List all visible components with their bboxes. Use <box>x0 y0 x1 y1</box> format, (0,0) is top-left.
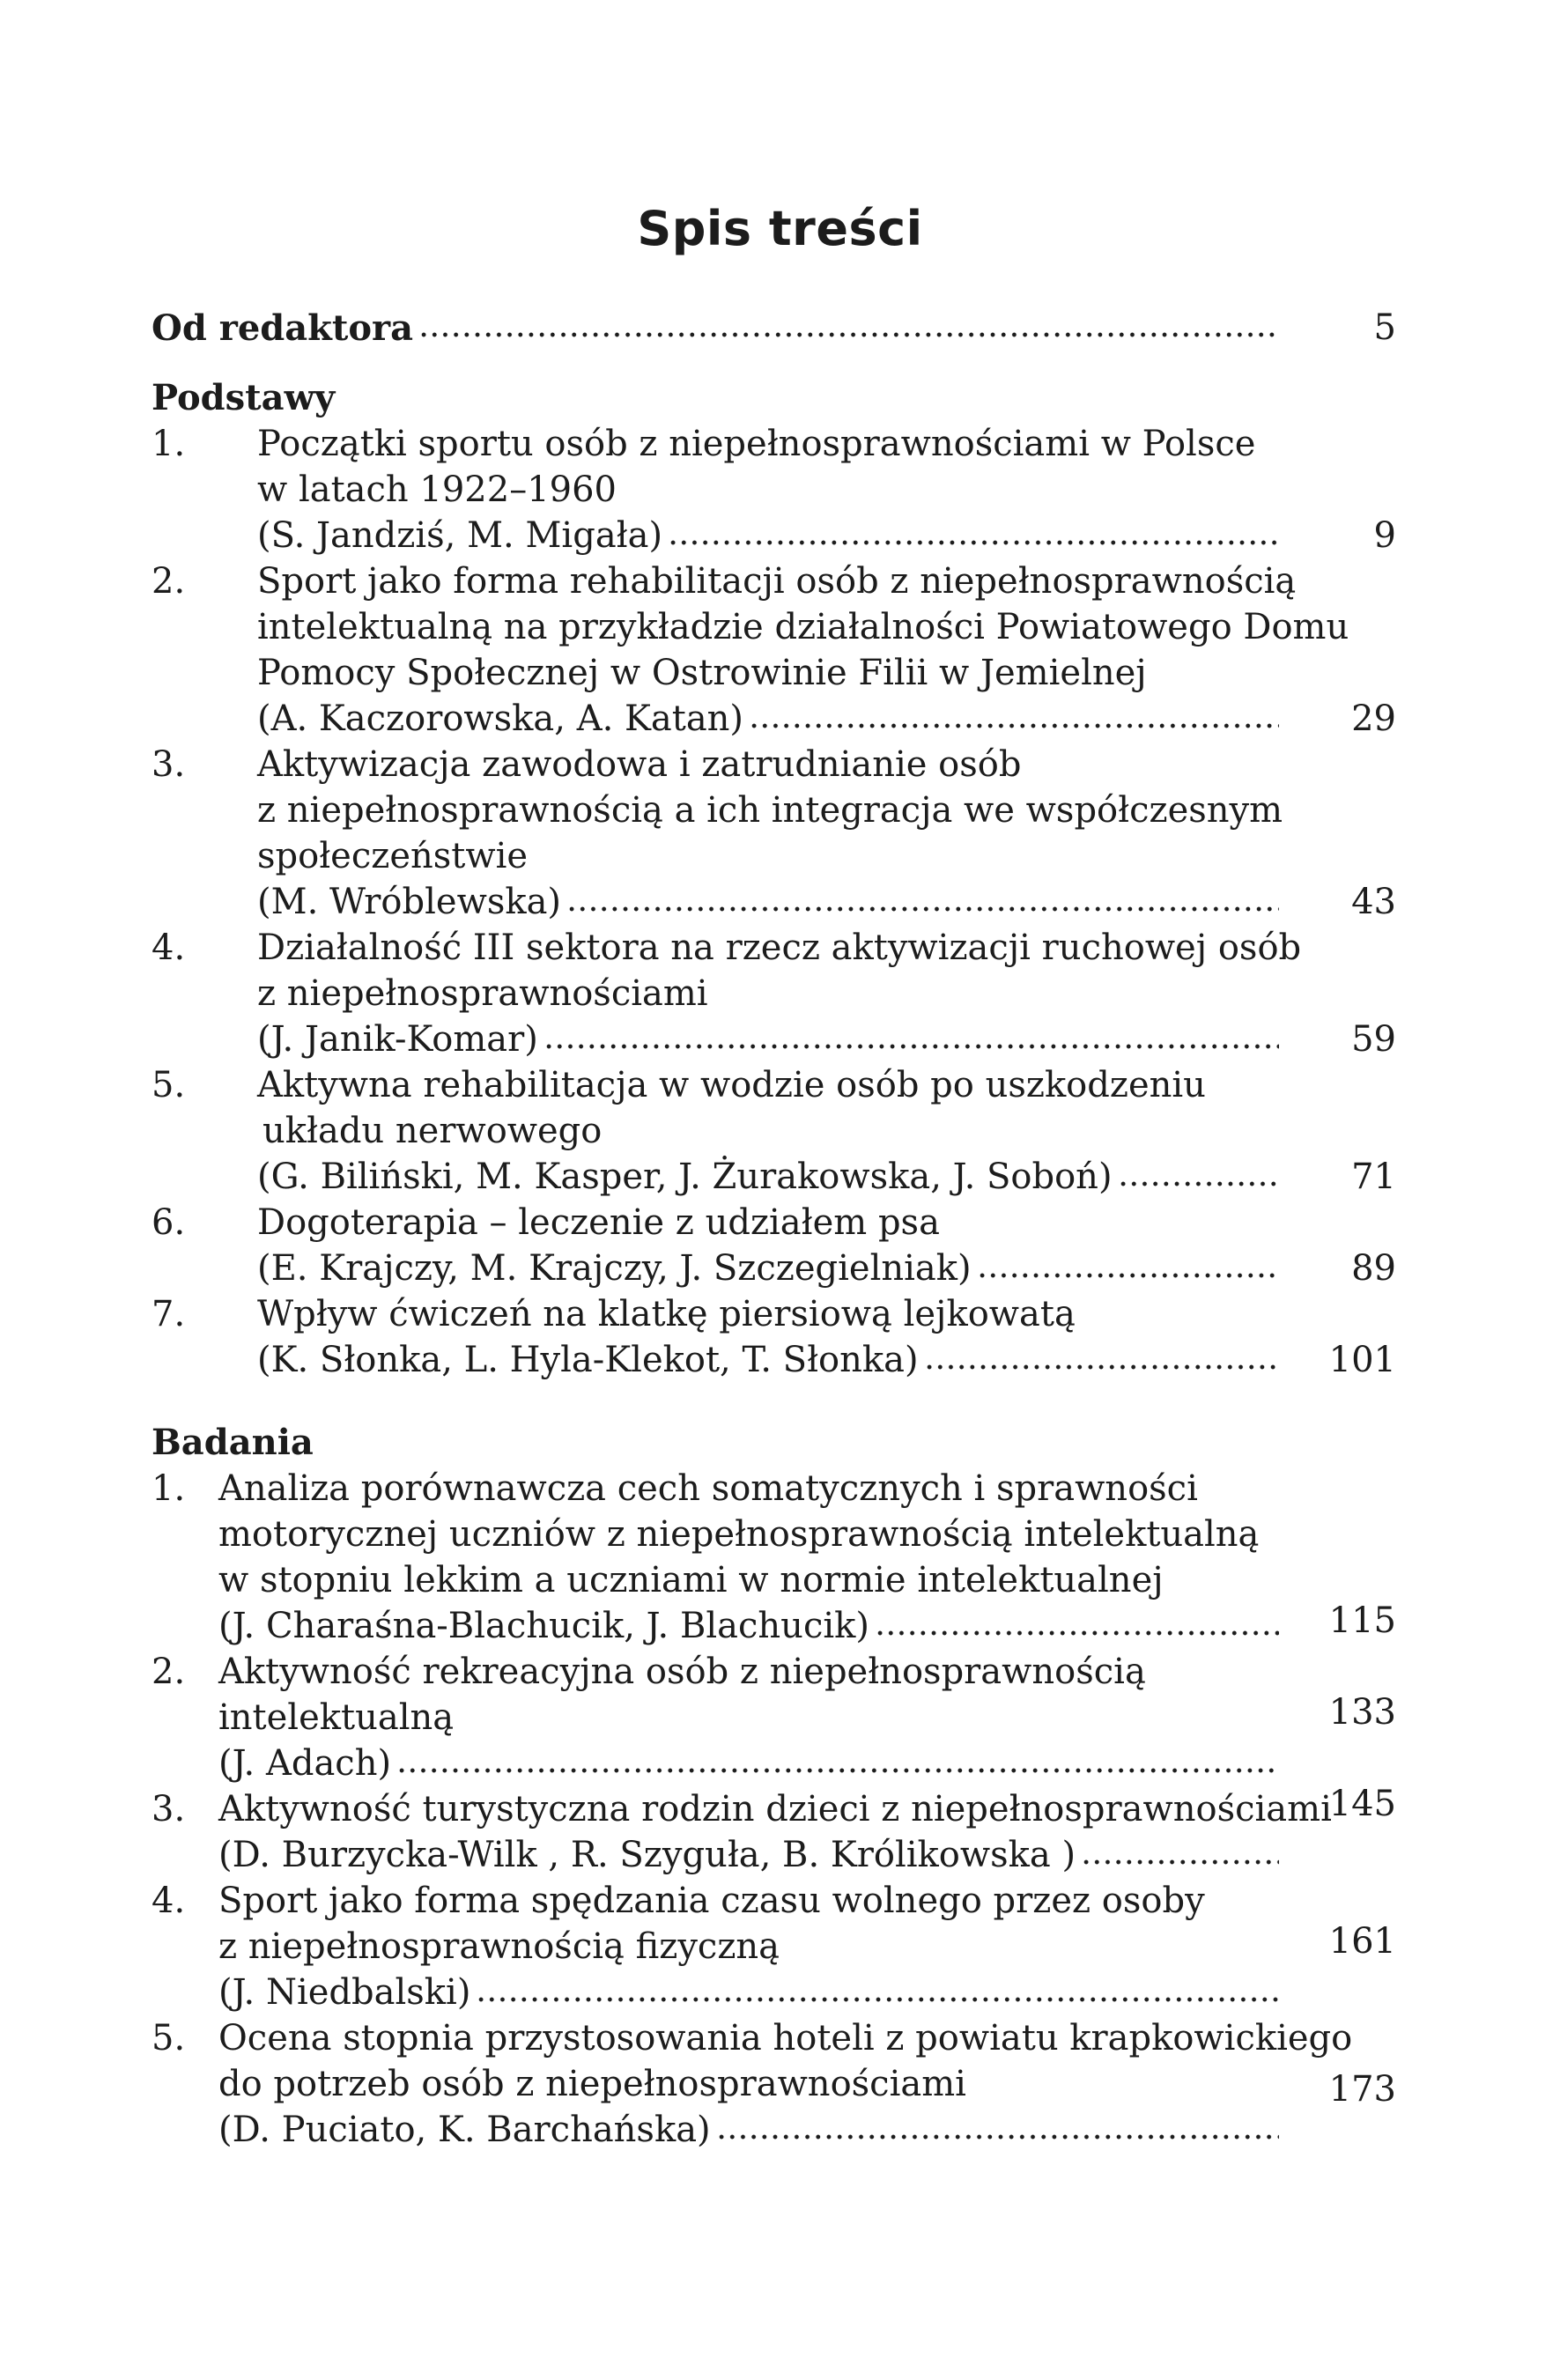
dot-leader <box>668 513 1279 546</box>
toc-entry-authors <box>218 1741 1279 1786</box>
toc-entry-title-line: Ocena stopnia przystosowania hoteli z powiatu krapkowickiego <box>218 2018 1353 2058</box>
toc-entry-number: 5. <box>152 2018 186 2058</box>
toc-entry-authors-text: (D. Puciato, K. Barchańska) <box>218 2110 711 2150</box>
dot-leader <box>716 2107 1279 2140</box>
toc-entry-number: 3. <box>152 1789 186 1829</box>
dot-leader <box>418 305 1279 338</box>
toc-entry-title-line: Początki sportu osób z niepełnosprawnościami w Polsce <box>257 424 1256 464</box>
toc-page-number: 89 <box>1351 1248 1396 1289</box>
toc-entry-title-line: Aktywność turystyczna rodzin dzieci z niepełnosprawnościami <box>218 1789 1332 1829</box>
toc-entry-title-line: układu nerwowego <box>262 1111 603 1151</box>
toc-page-number: 43 <box>1351 882 1396 922</box>
toc-entry-number: 7. <box>152 1294 186 1334</box>
toc-entry-authors-text: (A. Kaczorowska, A. Katan) <box>257 698 744 739</box>
toc-entry-title-line: w stopniu lekkim a uczniami w normie intelektualnej <box>218 1560 1164 1600</box>
toc-page-number: 9 <box>1373 515 1396 556</box>
dot-leader <box>977 1245 1279 1279</box>
toc-entry-title-line: motorycznej uczniów z niepełnosprawnością intelektualną <box>218 1514 1260 1555</box>
dot-leader <box>476 1970 1279 2003</box>
toc-entry-title-line: Wpływ ćwiczeń na klatkę piersiową lejkowatą <box>257 1294 1076 1334</box>
toc-entry-title-line: z niepełnosprawnością a ich integracja we współczesnym <box>257 790 1283 831</box>
toc-entry-number: 6. <box>152 1202 186 1243</box>
toc-page-number: 29 <box>1351 698 1396 739</box>
toc-entry-number: 4. <box>152 1881 186 1921</box>
toc-entry-number: 1. <box>152 1468 186 1509</box>
toc-entry-authors <box>218 1603 1279 1649</box>
section-heading-podstawy: Podstawy <box>152 377 336 418</box>
dot-leader <box>1118 1154 1279 1187</box>
toc-entry-title-text: Sport jako forma rehabilitacji osób z niepełnosprawnością <box>257 561 1297 602</box>
toc-entry-title-line: Działalność III sektora na rzecz aktywizacji ruchowej osób <box>257 928 1302 968</box>
toc-entry-title-line <box>257 558 1297 604</box>
toc-entry-title-line: Aktywna rehabilitacja w wodzie osób po uszkodzeniu <box>257 1065 1206 1105</box>
toc-entry-authors <box>218 1970 1279 2015</box>
toc-entry-od-redaktora <box>152 305 1279 351</box>
toc-entry-authors-text: (G. Biliński, M. Kasper, J. Żurakowska, J. Soboń) <box>257 1157 1113 1197</box>
toc-entry-authors <box>257 1245 1279 1291</box>
dot-leader <box>396 1741 1279 1774</box>
toc-entry-authors-text: (D. Burzycka-Wilk , R. Szyguła, B. Królikowska ) <box>218 1835 1076 1875</box>
toc-entry-number: 2. <box>152 561 186 602</box>
toc-entry-number: 4. <box>152 928 186 968</box>
toc-entry-authors <box>218 2107 1279 2153</box>
toc-entry-authors <box>257 696 1279 742</box>
toc-entry-authors-text: (S. Jandziś, M. Migała) <box>257 515 663 556</box>
toc-entry-authors-text: (J. Charaśna-Blachucik, J. Blachucik) <box>218 1606 869 1646</box>
toc-page-number: 133 <box>1328 1692 1396 1733</box>
toc-entry-number: 2. <box>152 1652 186 1692</box>
toc-entry-title-line: Analiza porównawcza cech somatycznych i sprawności <box>218 1468 1198 1509</box>
toc-entry-number: 3. <box>152 744 186 785</box>
toc-page-number: 101 <box>1328 1340 1396 1380</box>
toc-entry-title-line: Dogoterapia – leczenie z udziałem psa <box>257 1202 940 1243</box>
toc-entry-authors <box>257 1016 1279 1062</box>
toc-entry-label: Od redaktora <box>152 307 414 349</box>
toc-entry-title-line: w latach 1922–1960 <box>257 469 617 510</box>
toc-entry-authors-text: (K. Słonka, L. Hyla-Klekot, T. Słonka) <box>257 1340 919 1380</box>
toc-entry-authors <box>257 879 1279 925</box>
dot-leader <box>543 1016 1279 1050</box>
toc-page-number: 145 <box>1328 1784 1396 1824</box>
toc-page-number: 115 <box>1328 1600 1396 1641</box>
toc-entry-number: 5. <box>152 1065 186 1105</box>
dot-leader <box>566 879 1279 913</box>
toc-entry-authors <box>257 513 1279 558</box>
toc-entry-title-line: Aktywność rekreacyjna osób z niepełnosprawnością <box>218 1652 1146 1692</box>
dot-leader <box>875 1603 1279 1637</box>
toc-entry-title-line: z niepełnosprawnością fizyczną <box>218 1926 780 1967</box>
toc-entry-title-line: z niepełnosprawnościami <box>257 973 708 1014</box>
toc-entry-authors-text: (J. Niedbalski) <box>218 1972 471 2013</box>
dot-leader <box>1081 1832 1279 1866</box>
toc-entry-authors <box>218 1832 1279 1878</box>
page-title: Spis treści <box>637 201 923 256</box>
toc-entry-authors-text: (E. Krajczy, M. Krajczy, J. Szczegielniak) <box>257 1248 972 1289</box>
toc-entry-title-line: Pomocy Społecznej w Ostrowinie Filii w Jemielnej <box>257 653 1147 693</box>
toc-page-number: 173 <box>1328 2069 1396 2110</box>
dot-leader <box>924 1337 1279 1371</box>
toc-page-number: 161 <box>1328 1921 1396 1962</box>
dot-leader <box>749 696 1279 729</box>
toc-entry-title-line: intelektualną na przykładzie działalności Powiatowego Domu <box>257 607 1349 647</box>
toc-entry-title-line: Aktywizacja zawodowa i zatrudnianie osób <box>257 744 1022 785</box>
toc-entry-title-line: do potrzeb osób z niepełnosprawnościami <box>218 2064 966 2104</box>
toc-entry-number: 1. <box>152 424 186 464</box>
toc-page-number: 59 <box>1351 1019 1396 1060</box>
toc-entry-title-line: społeczeństwie <box>257 836 529 876</box>
toc-entry-authors-text: (J. Adach) <box>218 1743 392 1784</box>
toc-entry-authors <box>257 1154 1279 1200</box>
toc-entry-authors-text: (M. Wróblewska) <box>257 882 562 922</box>
toc-entry-authors <box>257 1337 1279 1383</box>
toc-entry-title-line: intelektualną <box>218 1697 455 1738</box>
toc-entry-title-line: Sport jako forma spędzania czasu wolnego przez osoby <box>218 1881 1205 1921</box>
toc-entry-authors-text: (J. Janik-Komar) <box>257 1019 538 1060</box>
toc-page-number: 5 <box>1373 307 1396 348</box>
section-heading-badania: Badania <box>152 1422 314 1463</box>
toc-page-number: 71 <box>1351 1157 1396 1197</box>
